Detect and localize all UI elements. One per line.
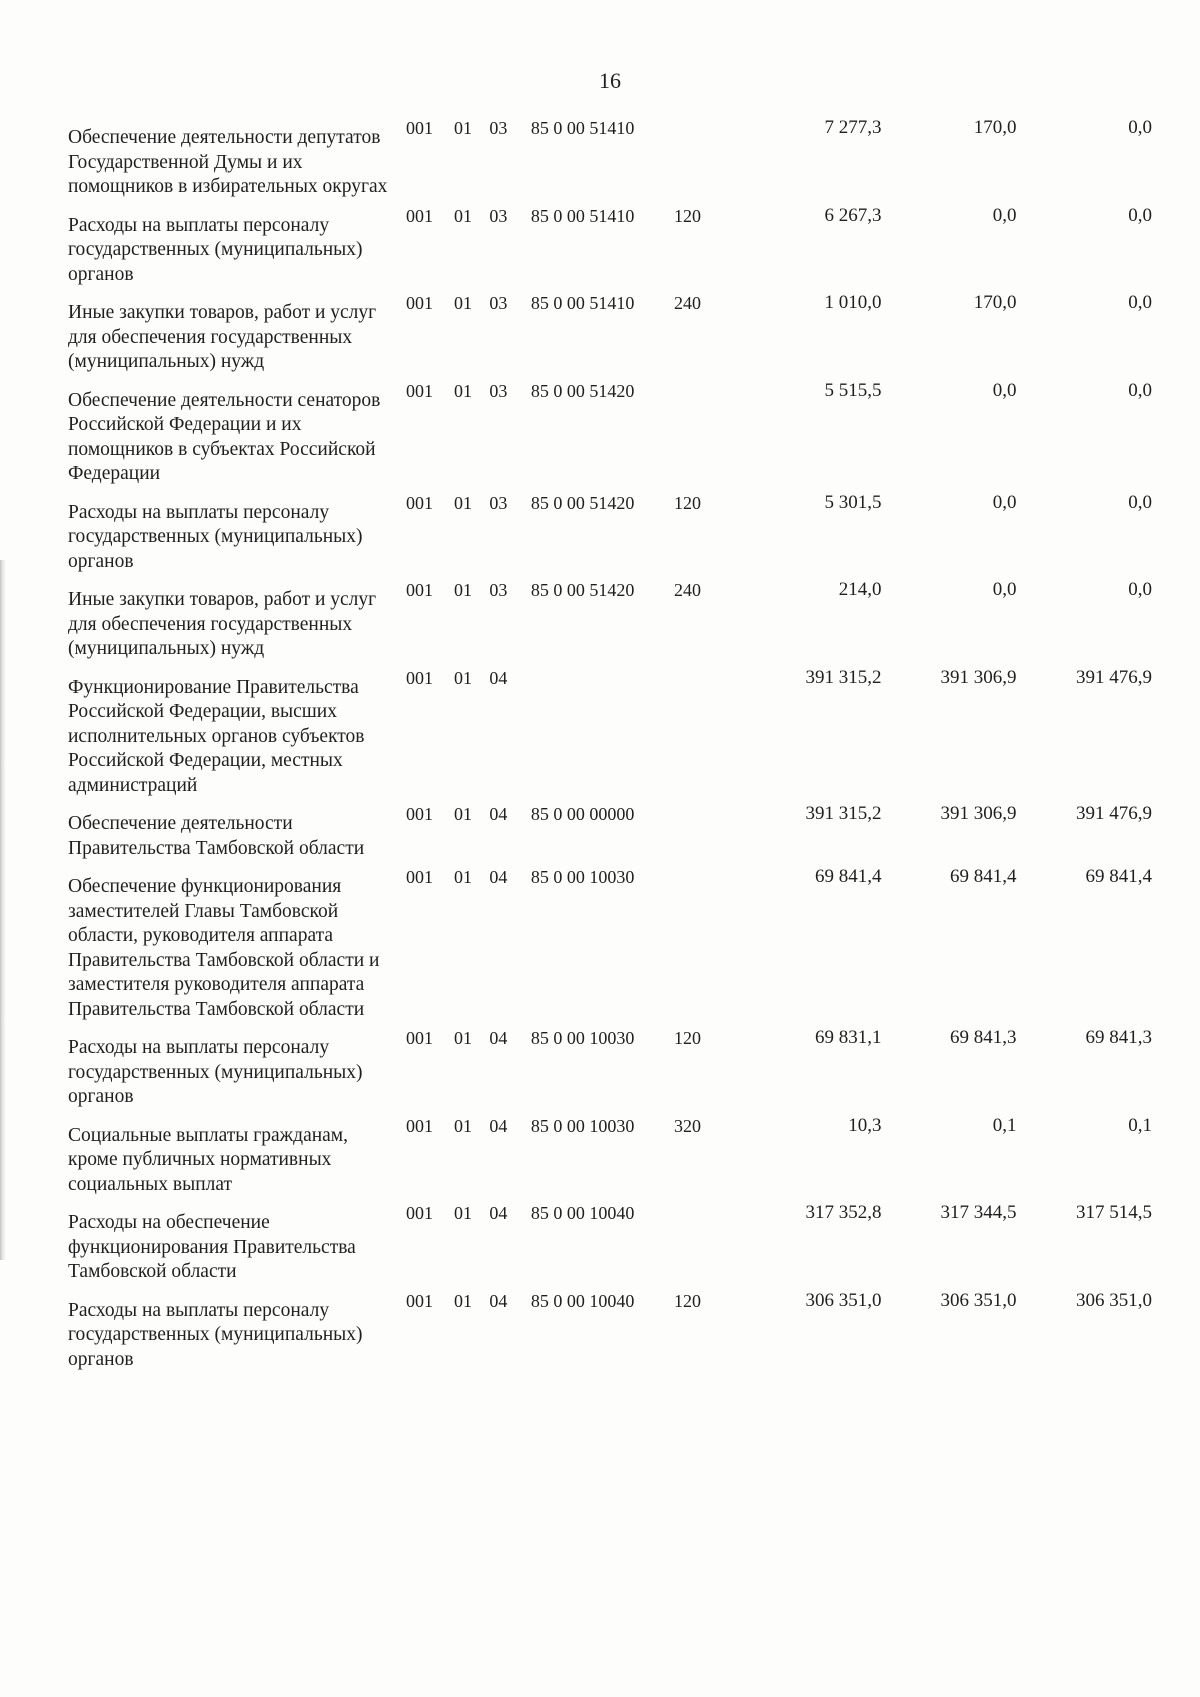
row-target-article-code: 85 0 00 51410 — [530, 118, 635, 138]
row-grbs-code: 001 — [406, 380, 433, 401]
row-subsection-code: 04 — [489, 804, 508, 824]
row-amount-3: 306 351,0 — [1076, 1289, 1152, 1311]
row-amount-2: 317 344,5 — [940, 1202, 1017, 1223]
row-amount-2: 306 351,0 — [940, 1289, 1017, 1311]
row-target-article-code: 85 0 00 51420 — [530, 492, 635, 513]
row-amount-1: 214,0 — [838, 579, 882, 600]
row-amount-1: 10,3 — [848, 1114, 882, 1136]
row-subsection-code: 03 — [489, 205, 508, 226]
row-amount-3: 0,1 — [1128, 1114, 1152, 1136]
table-body — [68, 116, 1168, 1376]
table-row — [68, 1114, 1168, 1202]
row-expense-type-code — [674, 802, 736, 865]
table-row — [68, 1026, 1168, 1114]
row-subsection-code: 04 — [489, 1028, 508, 1048]
row-subsection-code: 03 — [489, 492, 508, 513]
row-amount-1: 306 351,0 — [805, 1289, 882, 1311]
row-grbs-code: 001 — [406, 1290, 433, 1311]
row-description: Расходы на выплаты персоналу государственных (муниципальных) органов — [68, 501, 363, 572]
row-subsection-code: 04 — [489, 667, 508, 688]
row-target-article-code: 85 0 00 10040 — [530, 1290, 635, 1311]
row-grbs-code: 001 — [406, 1115, 433, 1136]
row-subsection-code: 04 — [489, 1203, 508, 1223]
row-section-code: 01 — [454, 380, 473, 401]
row-target-article-code: 85 0 00 00000 — [530, 804, 635, 824]
row-target-article-code: 85 0 00 10030 — [530, 867, 635, 887]
table-row — [68, 1201, 1168, 1289]
row-expense-type-code — [674, 865, 736, 1026]
row-grbs-code: 001 — [406, 118, 433, 138]
row-expense-type-code — [674, 666, 736, 803]
row-amount-3: 0,0 — [1128, 491, 1152, 513]
row-target-article-code: 85 0 00 51410 — [530, 205, 635, 226]
row-subsection-code: 04 — [489, 1115, 508, 1136]
row-amount-1: 69 841,4 — [815, 866, 882, 887]
row-grbs-code: 001 — [406, 867, 433, 887]
row-subsection-code: 04 — [489, 1290, 508, 1311]
row-grbs-code: 001 — [406, 580, 433, 600]
row-expense-type-code: 120 — [674, 492, 702, 513]
row-target-article-code — [531, 666, 674, 803]
row-amount-2: 69 841,4 — [949, 866, 1017, 887]
row-grbs-code: 001 — [406, 293, 433, 313]
row-amount-3: 0,0 — [1128, 379, 1152, 401]
row-description: Социальные выплаты гражданам, кроме публичных нормативных социальных выплат — [68, 1124, 349, 1195]
row-amount-3: 0,0 — [1128, 204, 1152, 226]
row-section-code: 01 — [454, 492, 473, 513]
row-section-code: 01 — [454, 1115, 473, 1136]
table-row — [68, 666, 1168, 803]
row-amount-1: 391 315,2 — [805, 666, 882, 688]
row-expense-type-code — [674, 116, 736, 204]
row-expense-type-code: 120 — [674, 205, 702, 226]
row-amount-1: 6 267,3 — [824, 204, 882, 226]
row-target-article-code: 85 0 00 51410 — [530, 293, 635, 313]
table-row — [68, 491, 1168, 579]
table-row — [68, 865, 1168, 1026]
row-grbs-code: 001 — [406, 1203, 433, 1223]
table-row — [68, 802, 1168, 865]
row-amount-2: 0,0 — [992, 579, 1017, 600]
row-description: Иные закупки товаров, работ и услуг для обеспечения государственных (муниципальных) нужд — [68, 589, 377, 659]
row-subsection-code: 03 — [489, 380, 508, 401]
row-amount-3: 391 476,9 — [1076, 803, 1152, 824]
row-expense-type-code — [674, 1201, 736, 1289]
row-target-article-code: 85 0 00 51420 — [530, 580, 635, 600]
row-subsection-code: 03 — [489, 293, 508, 313]
row-amount-2: 0,1 — [992, 1114, 1017, 1136]
table-row — [68, 291, 1168, 379]
page-number: 16 — [599, 68, 621, 93]
row-amount-1: 69 831,1 — [815, 1027, 882, 1048]
row-grbs-code: 001 — [406, 205, 433, 226]
row-section-code: 01 — [454, 293, 473, 313]
row-section-code: 01 — [454, 580, 473, 600]
row-description: Обеспечение деятельности депутатов Государственной Думы и их помощников в избирательных округах — [68, 127, 388, 197]
table-row — [68, 116, 1168, 204]
table-row — [68, 379, 1168, 491]
row-description: Обеспечение деятельности сенаторов Российской Федерации и их помощников в субъектах Российской Федерации — [68, 389, 381, 484]
budget-table — [68, 116, 1168, 1376]
row-section-code: 01 — [454, 1028, 473, 1048]
row-amount-2: 69 841,3 — [949, 1027, 1017, 1048]
row-expense-type-code: 120 — [674, 1290, 702, 1311]
row-amount-2: 170,0 — [973, 292, 1017, 313]
row-description: Иные закупки товаров, работ и услуг для обеспечения государственных (муниципальных) нужд — [68, 302, 377, 372]
row-amount-3: 69 841,4 — [1085, 866, 1152, 887]
row-section-code: 01 — [454, 867, 473, 887]
row-amount-1: 5 301,5 — [824, 491, 882, 513]
row-target-article-code: 85 0 00 10030 — [530, 1115, 635, 1136]
row-amount-2: 0,0 — [992, 204, 1017, 226]
row-amount-1: 391 315,2 — [805, 803, 882, 824]
row-amount-3: 0,0 — [1128, 117, 1152, 138]
row-amount-2: 391 306,9 — [940, 666, 1017, 688]
row-description: Расходы на выплаты персоналу государственных (муниципальных) органов — [68, 1037, 363, 1107]
table-row — [68, 204, 1168, 292]
row-subsection-code: 03 — [489, 580, 508, 600]
row-amount-3: 391 476,9 — [1076, 666, 1152, 688]
row-description: Функционирование Правительства Российской Федерации, высших исполнительных органов субъектов Российской Федерации, местных администраций — [68, 676, 365, 796]
row-expense-type-code: 120 — [674, 1028, 702, 1048]
row-amount-1: 5 515,5 — [824, 379, 882, 401]
row-description: Расходы на выплаты персоналу государственных (муниципальных) органов — [68, 214, 363, 285]
row-target-article-code: 85 0 00 10040 — [530, 1203, 635, 1223]
row-section-code: 01 — [454, 118, 473, 138]
row-amount-2: 170,0 — [973, 117, 1017, 138]
row-expense-type-code: 240 — [674, 580, 702, 600]
row-amount-1: 1 010,0 — [824, 292, 882, 313]
row-amount-1: 317 352,8 — [805, 1202, 882, 1223]
row-expense-type-code — [674, 379, 736, 491]
row-amount-3: 317 514,5 — [1076, 1202, 1152, 1223]
row-grbs-code: 001 — [406, 492, 433, 513]
row-description: Обеспечение деятельности Правительства Тамбовской области — [68, 813, 365, 859]
table-row — [68, 1289, 1168, 1377]
row-description: Расходы на обеспечение функционирования Правительства Тамбовской области — [68, 1212, 356, 1282]
row-amount-2: 0,0 — [992, 379, 1017, 401]
scan-edge-shadow — [0, 560, 6, 1260]
row-section-code: 01 — [454, 205, 473, 226]
row-amount-3: 69 841,3 — [1085, 1027, 1152, 1048]
row-expense-type-code: 240 — [674, 293, 702, 313]
row-amount-2: 391 306,9 — [940, 803, 1017, 824]
row-amount-3: 0,0 — [1128, 579, 1152, 600]
row-amount-2: 0,0 — [992, 491, 1017, 513]
table-row — [68, 578, 1168, 666]
row-grbs-code: 001 — [406, 804, 433, 824]
row-description: Обеспечение функционирования заместителей Главы Тамбовской области, руководителя аппарата Правительства Тамбовской области и заместителя руководителя аппарата Правительства Тамбовской области — [68, 876, 380, 1020]
row-subsection-code: 04 — [489, 867, 508, 887]
row-grbs-code: 001 — [406, 1028, 433, 1048]
row-amount-3: 0,0 — [1128, 292, 1152, 313]
row-expense-type-code: 320 — [674, 1115, 702, 1136]
row-description: Расходы на выплаты персоналу государственных (муниципальных) органов — [68, 1299, 363, 1370]
row-amount-1: 7 277,3 — [824, 117, 882, 138]
row-grbs-code: 001 — [406, 667, 433, 688]
row-section-code: 01 — [454, 1290, 473, 1311]
row-target-article-code: 85 0 00 10030 — [530, 1028, 635, 1048]
row-target-article-code: 85 0 00 51420 — [530, 380, 635, 401]
row-section-code: 01 — [454, 804, 473, 824]
row-section-code: 01 — [454, 667, 473, 688]
row-subsection-code: 03 — [489, 118, 508, 138]
row-section-code: 01 — [454, 1203, 473, 1223]
